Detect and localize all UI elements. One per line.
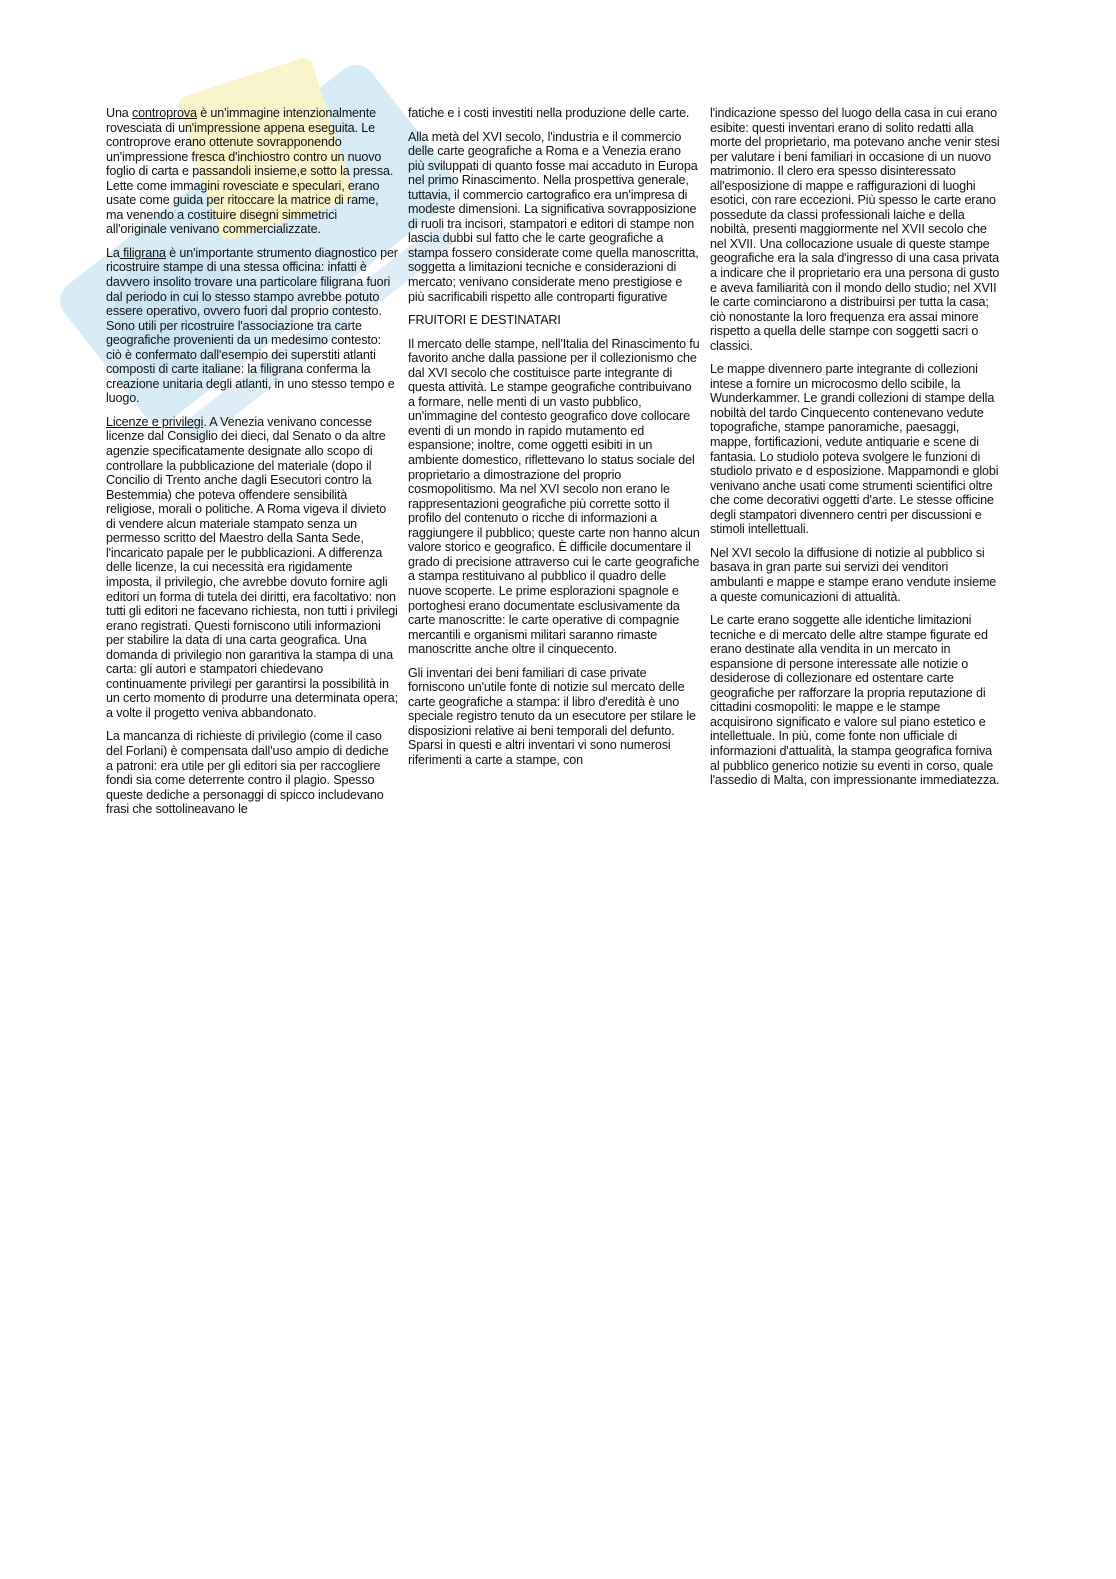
paragraph-inventari: Gli inventari dei beni familiari di case private forniscono un'utile fonte di notizie sul mercato delle carte geografiche a stampa: il libro d'eredità è uno speciale registro tenuto da un esecutore per stilare le disposizioni relative ai beni temporali del defunto. Sparsi in questi e altri inventari vi sono numerosi riferimenti a carte a stampe, con <box>408 665 696 767</box>
paragraph-dediche: La mancanza di richieste di privilegio (come il caso del Forlani) è compensata dall'uso ampio di dediche a patroni: era utile per gli editori sia per raccogliere fondi sia come deterrente contro il plagio. Spesso queste dediche a personaggi di spicco includevano frasi che sottolineavano le <box>106 729 389 817</box>
link-controprova[interactable]: controprova <box>132 106 197 120</box>
paragraph-fatiche: fatiche e i costi investiti nella produzione delle carte. <box>408 106 690 120</box>
paragraph-licenze: Licenze e privilegi. A Venezia venivano concesse licenze dal Consiglio dei dieci, dal Senato o da altre agenzie specificatamente designate allo scopo di controllare la pubblicazione del materiale (dopo il Concilio di Trento anche dagli Esecutori contro la Bestemmia) che poteva offendere sensibilità religiose, morali o politiche. A Roma vigeva il divieto di vendere alcun materiale stampato senza un permesso scritto del Maestro della Santa Sede, l'incaricato papale per le pubblicazioni. A differenza delle licenze, la cui necessità era rigidamente imposta, il privilegio, che avrebbe dovuto fornire agli editori un forma di tutela dei diritti, era facoltativo: non tutti gli editori ne facevano richiesta, non tutti i privilegi erano registrati. Questi forniscono utili informazioni per stabilire la data di una carta geografica. Una domanda di privilegio non garantiva la stampa di una carta: gli autori e stampatori chiedevano continuamente privilegi per garantirsi la possibilità in un certo momento di produrre una determinata opera; a volte il progetto veniva abbandonato. <box>106 414 398 720</box>
paragraph-mercato: Il mercato delle stampe, nell'Italia del Rinascimento fu favorito anche dalla passione per il collezionismo che dal XVI secolo che costituisce parte integrante di questa attività. Le stampe geografiche contribuivano a formare, nelle menti di un vasto pubblico, un'immagine del contesto geografico dove collocare eventi di un mondo in rapido mutamento ed espansione; inoltre, come oggetti esibiti in un ambiente domestico, riflettevano lo status sociale del proprietario a dimostrazione del proprio cosmopolitismo. Ma nel XVI secolo non erano le rappresentazioni geografiche più corrette sotto il profilo del contenuto o ricche di informazioni a raggiungere il pubblico; queste carte non hanno alcun valore storico e geografico. È difficile documentare il grado di precisione attraverso cui le carte geografiche a stampa restituivano al pubblico il quadro delle nuove scoperte. Le prime esplorazioni spagnole e portoghesi erano documentate esclusivamente da carte manoscritte: le carte operative di compagnie mercantili e organismi militari saranno rimaste manoscritte anche oltre il cinquecento. <box>408 336 700 657</box>
paragraph-industria: Alla metà del XVI secolo, l'industria e il commercio delle carte geografiche a Roma e a Venezia erano più sviluppati di quanto fosse mai accaduto in Europa nel primo Rinascimento. Nella prospettiva generale, tuttavia, il commercio cartografico era un'impresa di modeste dimensioni. La significativa sovrapposizione di ruoli tra incisori, stampatori e editori di stampe non lascia dubbi sul fatto che le carte geografiche a stampa fossero considerate come quella manoscritta, soggetta a limitazioni tecniche e considerazioni di mercato; venivano considerate meno prestigiose e più sacrificabili rispetto alle controparti figurative <box>408 129 699 304</box>
paragraph-indicazione: l'indicazione spesso del luogo della casa in cui erano esibite: questi inventari erano di solito redatti alla morte del proprietario, ma potevano anche venir stesi per valutare i beni familiari in occasione di un nuovo matrimonio. Il clero era spesso disinteressato all'esposizione di mappe e raffigurazioni di luoghi esotici, con rare eccezioni. Più spesso le carte erano possedute da classi professionali laiche e della nobiltà, presenti maggiormente nel XVII secolo che nel XVII. Una collocazione usuale di queste stampe geografiche era la sala d'ingresso di una casa privata a indicare che il proprietario era una persona di gusto e aveva familiarità con il mondo dello studio; nel XVII le carte cominciarono a distribuirsi per tutta la casa; ciò nonostante la loro frequenza era assai minore rispetto a quella delle stampe con soggetti sacri o classici. <box>710 106 1000 353</box>
paragraph-filigrana: La filigrana è un'importante strumento diagnostico per ricostruire stampe di una stessa officina: infatti è davvero insolito trovare una particolare filigrana fuori dal periodo in cui lo stesso stampo avrebbe potuto essere operativo, ovvero fuori dal proprio contesto. Sono utili per ricostruire l'associazione tra carte geografiche provenienti da un medesimo contesto: ciò è confermato dall'esempio dei superstiti atlanti composti di carte italiane: la filigrana conferma la creazione unitaria degli atlanti, in uno stesso tempo e luogo. <box>106 245 398 406</box>
link-licenze-e-privilegi[interactable]: Licenze e privilegi <box>106 414 204 429</box>
paragraph-limitazioni: Le carte erano soggette alle identiche limitazioni tecniche e di mercato delle altre stampe figurate ed erano destinate alla vendita in un mercato in espansione di persone interessate alle notizie o desiderose di collezionare ed ostentare carte geografiche per rafforzare la propria reputazione di cittadini cosmopoliti: le mappe e le stampe acquisirono significato e valore sul piano estetico e intellettuale. In più, come fonte non ufficiale di informazioni d'attualità, la stampa geografica forniva al pubblico generico notizie su eventi in corso, quale l'assedio di Malta, con impressionante immediatezza. <box>710 613 1000 788</box>
column-3 <box>710 106 1002 797</box>
paragraph-notizie: Nel XVI secolo la diffusione di notizie al pubblico si basava in gran parte sui servizi dei venditori ambulanti e mappe e stampe erano vendute insieme a queste comunicazioni di attualità. <box>710 545 997 604</box>
section-heading: FRUITORI E DESTINATARI <box>408 313 561 328</box>
link-filigrana[interactable]: filigrana <box>119 245 166 260</box>
column-1 <box>106 106 398 826</box>
paragraph-wunderkammer: Le mappe divennero parte integrante di collezioni intese a fornire un microcosmo dello scibile, la Wunderkammer. Le grandi collezioni di stampe della nobiltà del tardo Cinquecento contenevano vedute topografiche, stampe panoramiche, paesaggi, mappe, fortificazioni, vedute antiquarie e scene di fantasia. Lo studiolo poteva svolgere le funzioni di studiolo privato e d esposizione. Mappamondi e globi venivano anche usati come strumenti scientifici oltre che come decorativi oggetti d'arte. Le stesse officine degli stampatori divennero centri per discussioni e stimoli intellettuali. <box>710 362 999 537</box>
paragraph-controprova: Una controprova è un'immagine intenzionalmente rovesciata di un'impressione appena eseguita. Le controprove erano ottenute sovrapponendo un'impressione fresca d'inchiostro contro un nuovo foglio di carta e passandoli insieme,e sotto la pressa. Lette come immagini rovesciate e speculari, erano usate come guida per ritoccare la matrice di rame, ma venendo a costituire disegni simmetrici all'originale venivano commercializzate. <box>106 106 394 237</box>
column-2 <box>408 106 700 777</box>
document-page <box>106 106 1006 846</box>
